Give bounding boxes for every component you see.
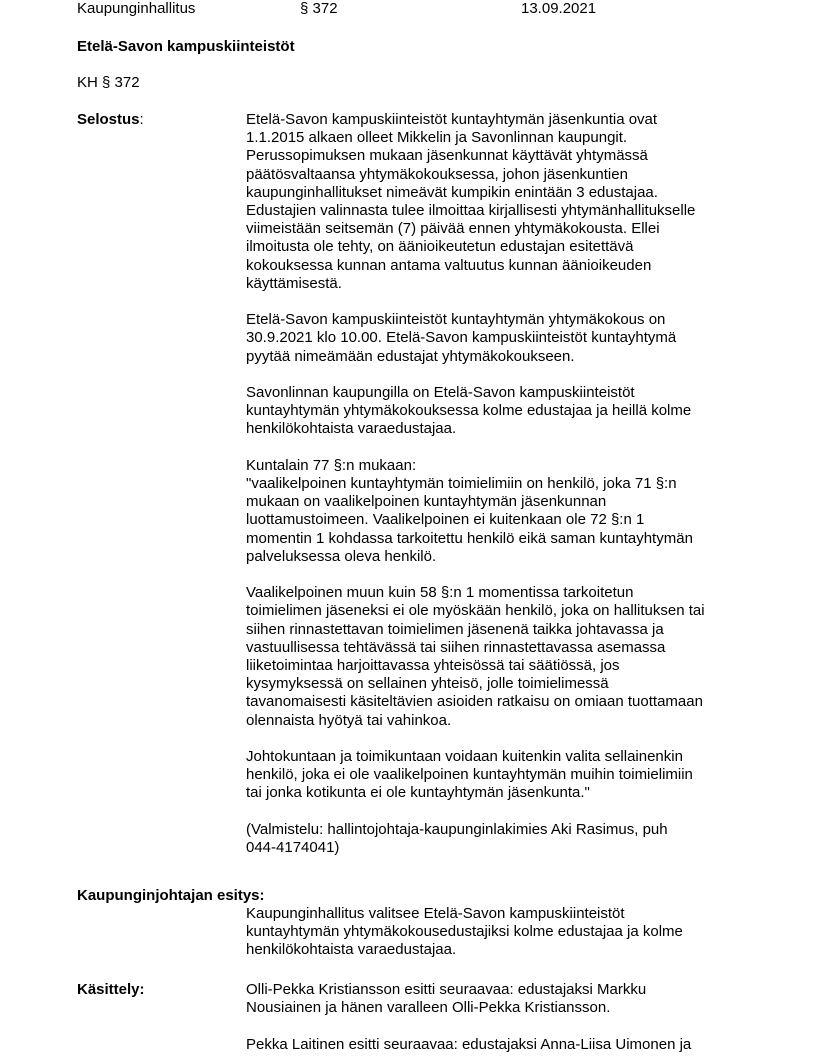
kasittely-paragraph-1: Olli-Pekka Kristiansson esitti seuraavaa: edustajaksi Markku Nousiainen ja hänen varalleen Olli-Pekka Kristiansson. (246, 981, 647, 1017)
selostus-paragraph-7: (Valmistelu: hallintojohtaja-kaupunginlakimies Aki Rasimus, puh 044-4174041) (246, 820, 668, 857)
esitys-body (246, 905, 746, 960)
selostus-body (246, 111, 746, 857)
selostus-paragraph-3: Savonlinnan kaupungilla on Etelä-Savon kampuskiinteistöt kuntayhtymän yhtymäkokouksessa kolme edustajaa ja heillä kolme henkilökohtaista varaedustajaa. (246, 384, 692, 438)
header-organ: Kaupunginhallitus (77, 0, 196, 17)
kasittely-paragraph-2: Pekka Laitinen esitti seuraavaa: edustajaksi Anna-Liisa Uimonen ja (246, 1035, 692, 1053)
esitys-label: Kaupunginjohtajan esitys: (77, 887, 265, 904)
selostus-paragraph-1: Etelä-Savon kampuskiinteistöt kuntayhtymän jäsenkuntia ovat 1.1.2015 alkaen olleet Mikkelin ja Savonlinnan kaupungit. Perussopimuksen mukaan jäsenkunnat käyttävät yhtymässä päätösvaltaansa yhtymäkokouksessa, johon jäsenkuntien kaupunginhallitukset nimeävät kumpikin enintään 3 edustajaa. Edustajien valinnasta tulee ilmoittaa kirjallisesti yhtymänhallitukselle viimeistään seitsemän (7) päivää ennen yhtymäkokousta. Ellei ilmoitusta ole tehty, on äänioikeutetun edustajan esitettävä kokouksessa kunnan antama valtuutus kunnan äänioikeuden käyttämisestä. (246, 111, 696, 292)
page-title: Etelä-Savon kampuskiinteistöt (77, 38, 295, 55)
selostus-paragraph-5: Vaalikelpoinen muun kuin 58 §:n 1 momentissa tarkoitetun toimielimen jäseneksi ei ole myöskään henkilö, joka on hallituksen tai siihen rinnastettavan toimielimen jäsenenä taikka johtavassa ja vastuullisessa tehtävässä tai siihen rinnastettavassa asemassa liiketoimintaa harjoittavassa yhteisössä tai säätiössä, jos kysymyksessä on sellainen yhteisö, jolle toimielimessä tavanomaisesti käsiteltävien asioiden ratkaisu on omiaan tuottamaan olennaista hyötyä tai vahinkoa. (246, 584, 705, 729)
selostus-label (77, 111, 144, 128)
selostus-paragraph-6: Johtokuntaan ja toimikuntaan voidaan kuitenkin valita sellainenkin henkilö, joka ei ole vaalikelpoinen kuntayhtymän muihin toimielimiin tai jonka kotikunta ei ole kuntayhtymän jäsenkunta." (246, 748, 693, 802)
selostus-paragraph-2: Etelä-Savon kampuskiinteistöt kuntayhtymän yhtymäkokous on 30.9.2021 klo 10.00. Etelä-Savon kampuskiinteistöt kuntayhtymä pyytää nimeämään edustajat yhtymäkokoukseen. (246, 311, 677, 365)
header-date: 13.09.2021 (521, 0, 597, 17)
selostus-paragraph-4: Kuntalain 77 §:n mukaan: "vaalikelpoinen kuntayhtymän toimielimiin on henkilö, joka 71 §:n mukaan on vaalikelpoinen kuntayhtymän jäsenkunnan luottamustoimeen. Vaalikelpoinen ei kuitenkaan ole 72 §:n 1 momentin 1 kohdassa tarkoitettu henkilö eikä saman kuntayhtymän palveluksessa oleva henkilö. (246, 456, 693, 565)
selostus-label-text: Selostus (77, 111, 140, 128)
section-reference: KH § 372 (77, 74, 140, 91)
kasittely-body (246, 981, 746, 1054)
selostus-label-colon: : (139, 111, 144, 128)
esitys-paragraph-1: Kaupunginhallitus valitsee Etelä-Savon kampuskiinteistöt kuntayhtymän yhtymäkokousedustajiksi kolme edustajaa ja kolme henkilökohtaista varaedustajaa. (246, 905, 683, 959)
kasittely-label: Käsittely: (77, 981, 145, 998)
header-section: § 372 (300, 0, 338, 17)
